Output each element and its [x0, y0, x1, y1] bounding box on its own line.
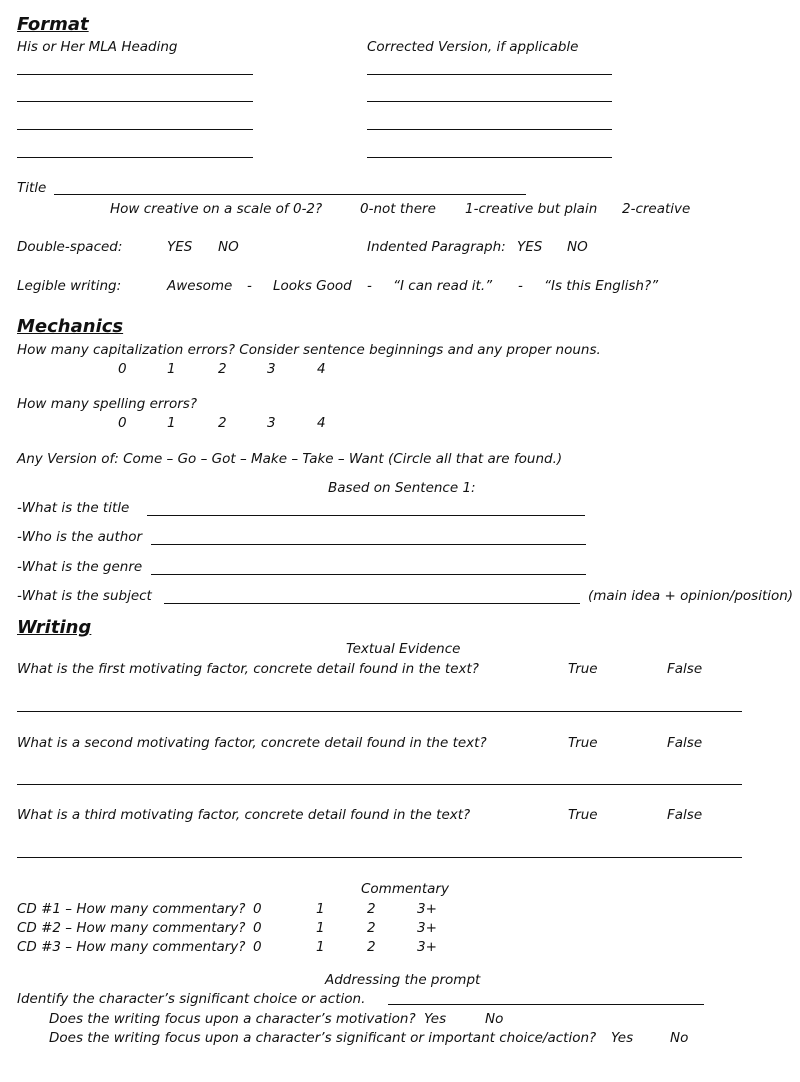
question-author: -Who is the author: [17, 529, 143, 545]
double-spaced-no[interactable]: NO: [218, 239, 239, 255]
evidence-2-true[interactable]: True: [568, 735, 598, 751]
creative-option-1[interactable]: 1-creative but plain: [465, 201, 598, 217]
evidence-2-answer-line[interactable]: [17, 784, 742, 785]
writing-heading: Writing: [17, 617, 92, 638]
indented-no[interactable]: NO: [567, 239, 588, 255]
title-label: Title: [17, 180, 47, 196]
motivation-yes[interactable]: Yes: [424, 1011, 447, 1027]
legible-option-looks-good[interactable]: Looks Good: [273, 278, 352, 294]
legible-option-english[interactable]: “Is this English?”: [544, 278, 659, 294]
mla-blank-line-4[interactable]: [17, 157, 253, 158]
choice-no[interactable]: No: [670, 1030, 689, 1046]
commentary-label: Commentary: [361, 881, 449, 897]
creative-option-0[interactable]: 0-not there: [360, 201, 436, 217]
motivation-no[interactable]: No: [485, 1011, 504, 1027]
cd1-question: CD #1 – How many commentary?: [17, 901, 246, 917]
evidence-2-false[interactable]: False: [667, 735, 703, 751]
cd2-option-0[interactable]: 0: [253, 920, 262, 936]
cap-score-0[interactable]: 0: [118, 361, 127, 377]
addressing-prompt-label: Addressing the prompt: [325, 972, 481, 988]
cd2-option-3plus[interactable]: 3+: [417, 920, 437, 936]
spelling-score-3[interactable]: 3: [267, 415, 276, 431]
evidence-1-false[interactable]: False: [667, 661, 703, 677]
cd1-option-0[interactable]: 0: [253, 901, 262, 917]
legible-dash-2: -: [367, 278, 372, 294]
question-genre: -What is the genre: [17, 559, 143, 575]
spelling-question: How many spelling errors?: [17, 396, 197, 412]
cd3-option-3plus[interactable]: 3+: [417, 939, 437, 955]
choice-question: Does the writing focus upon a character’s significant or important choice/action?: [49, 1030, 597, 1046]
identify-choice-label: Identify the character’s significant choice or action.: [17, 991, 366, 1007]
evidence-question-2: What is a second motivating factor, concrete detail found in the text?: [17, 735, 487, 751]
cd2-question: CD #2 – How many commentary?: [17, 920, 246, 936]
version-of-line: Any Version of: Come – Go – Got – Make – Take – Want (Circle all that are found.): [17, 451, 563, 467]
evidence-1-true[interactable]: True: [568, 661, 598, 677]
double-spaced-label: Double-spaced:: [17, 239, 123, 255]
spelling-score-0[interactable]: 0: [118, 415, 127, 431]
cd3-option-1[interactable]: 1: [316, 939, 325, 955]
evidence-3-answer-line[interactable]: [17, 857, 742, 858]
corrected-blank-line-1[interactable]: [367, 74, 612, 75]
corrected-blank-line-3[interactable]: [367, 129, 612, 130]
cd1-option-1[interactable]: 1: [316, 901, 325, 917]
subject-answer-line[interactable]: [164, 603, 580, 604]
subject-note: (main idea + opinion/position): [588, 588, 794, 604]
cd3-option-2[interactable]: 2: [367, 939, 376, 955]
mla-heading-label: His or Her MLA Heading: [17, 39, 178, 55]
indented-label: Indented Paragraph:: [367, 239, 506, 255]
cd2-option-1[interactable]: 1: [316, 920, 325, 936]
evidence-question-1: What is the first motivating factor, concrete detail found in the text?: [17, 661, 479, 677]
cd3-question: CD #3 – How many commentary?: [17, 939, 246, 955]
title-blank-line[interactable]: [54, 194, 526, 195]
spelling-score-2[interactable]: 2: [218, 415, 227, 431]
corrected-version-label: Corrected Version, if applicable: [367, 39, 579, 55]
cap-score-3[interactable]: 3: [267, 361, 276, 377]
evidence-question-3: What is a third motivating factor, concrete detail found in the text?: [17, 807, 471, 823]
indented-yes[interactable]: YES: [517, 239, 543, 255]
corrected-blank-line-4[interactable]: [367, 157, 612, 158]
cap-score-4[interactable]: 4: [317, 361, 326, 377]
spelling-score-1[interactable]: 1: [167, 415, 176, 431]
double-spaced-yes[interactable]: YES: [167, 239, 193, 255]
legible-dash-3: -: [518, 278, 523, 294]
spelling-score-4[interactable]: 4: [317, 415, 326, 431]
genre-answer-line[interactable]: [151, 574, 586, 575]
cap-score-1[interactable]: 1: [167, 361, 176, 377]
choice-answer-line[interactable]: [388, 1004, 704, 1005]
creative-question: How creative on a scale of 0-2?: [110, 201, 323, 217]
evidence-3-true[interactable]: True: [568, 807, 598, 823]
motivation-question: Does the writing focus upon a character’s motivation?: [49, 1011, 416, 1027]
legible-label: Legible writing:: [17, 278, 122, 294]
format-heading: Format: [17, 14, 89, 35]
legible-dash-1: -: [247, 278, 252, 294]
cd1-option-3plus[interactable]: 3+: [417, 901, 437, 917]
mla-blank-line-3[interactable]: [17, 129, 253, 130]
question-title: -What is the title: [17, 500, 130, 516]
author-answer-line[interactable]: [151, 544, 586, 545]
title-answer-line[interactable]: [147, 515, 585, 516]
cap-score-2[interactable]: 2: [218, 361, 227, 377]
capitalization-question: How many capitalization errors? Consider sentence beginnings and any proper nouns.: [17, 342, 601, 358]
mechanics-heading: Mechanics: [17, 316, 124, 337]
evidence-3-false[interactable]: False: [667, 807, 703, 823]
cd3-option-0[interactable]: 0: [253, 939, 262, 955]
mla-blank-line-2[interactable]: [17, 101, 253, 102]
evidence-1-answer-line[interactable]: [17, 711, 742, 712]
textual-evidence-label: Textual Evidence: [346, 641, 461, 657]
question-subject: -What is the subject: [17, 588, 152, 604]
cd2-option-2[interactable]: 2: [367, 920, 376, 936]
corrected-blank-line-2[interactable]: [367, 101, 612, 102]
mla-blank-line-1[interactable]: [17, 74, 253, 75]
sentence1-label: Based on Sentence 1:: [328, 480, 476, 496]
creative-option-2[interactable]: 2-creative: [622, 201, 691, 217]
cd1-option-2[interactable]: 2: [367, 901, 376, 917]
legible-option-can-read[interactable]: “I can read it.”: [393, 278, 493, 294]
legible-option-awesome[interactable]: Awesome: [167, 278, 233, 294]
choice-yes[interactable]: Yes: [611, 1030, 634, 1046]
